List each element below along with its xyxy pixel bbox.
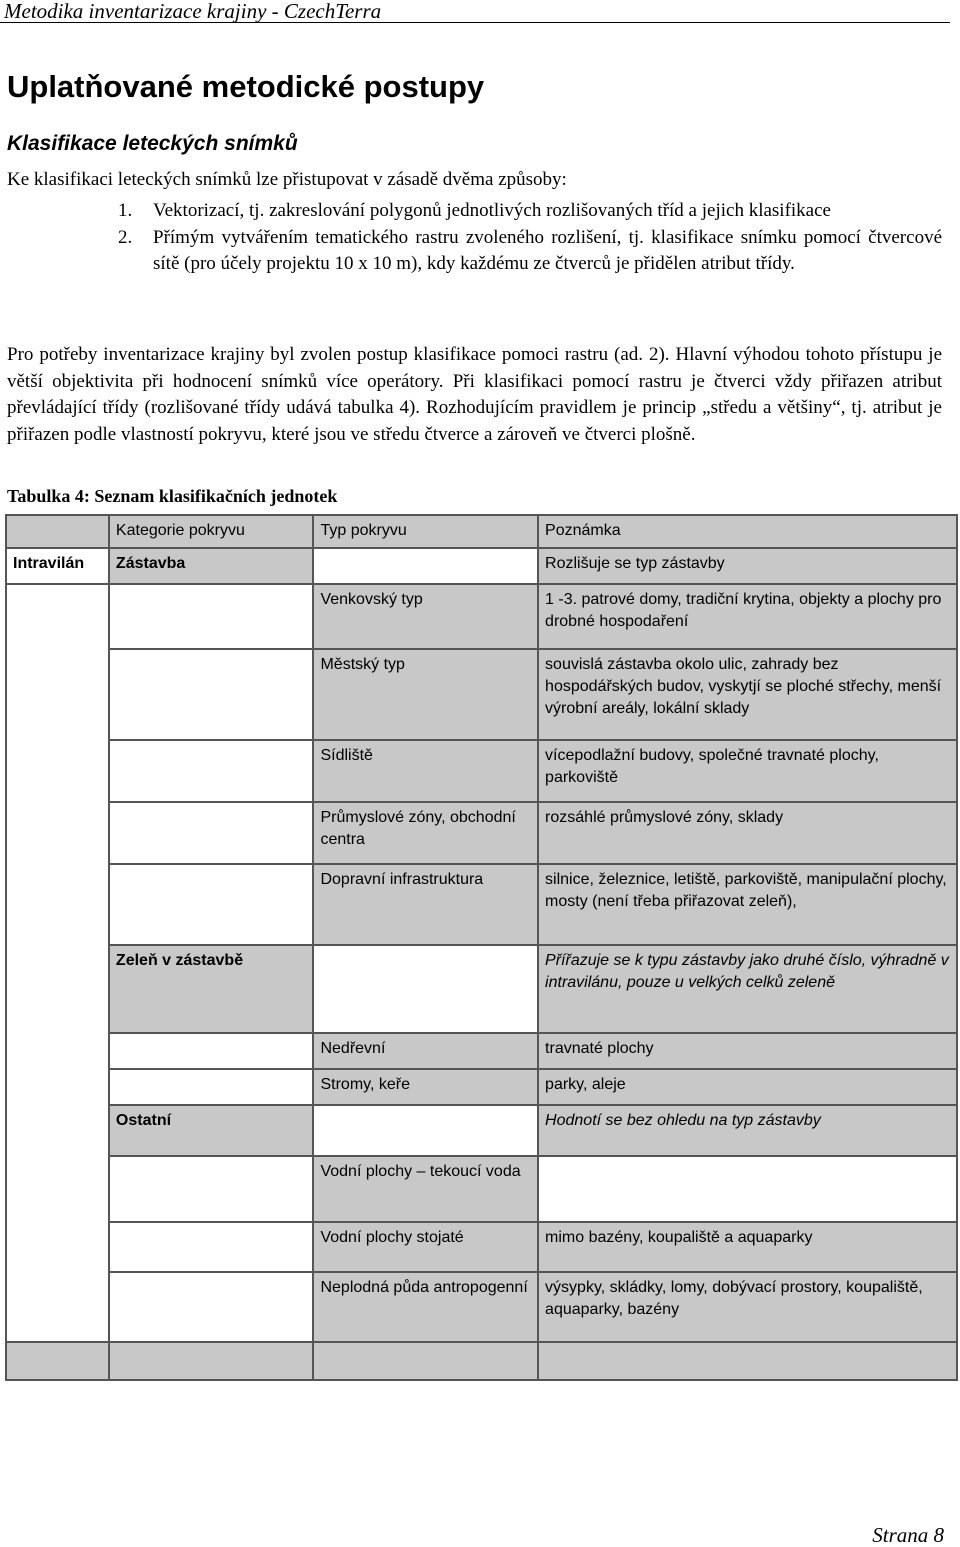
table-header-cell: Poznámka	[538, 515, 957, 548]
table-cell: Zástavba	[109, 548, 314, 584]
table-row	[6, 1342, 957, 1380]
table-cell	[109, 1222, 314, 1272]
table-cell: travnaté plochy	[538, 1033, 957, 1069]
table-header-row	[6, 515, 957, 548]
table-cell: Sídliště	[313, 740, 538, 802]
section-subtitle: Klasifikace leteckých snímků	[7, 132, 298, 155]
intro-paragraph: Ke klasifikaci leteckých snímků lze přistupovat v zásadě dvěma způsoby:	[7, 169, 567, 190]
table-cell: souvislá zástavba okolo ulic, zahrady bez hospodářských budov, vyskytjí se ploché střechy, menší výrobní areály, lokální sklady	[538, 649, 957, 740]
table-cell	[313, 1105, 538, 1156]
table-cell	[109, 802, 314, 864]
table-row	[6, 584, 957, 649]
table-row	[6, 802, 957, 864]
table-cell	[109, 1342, 314, 1380]
table-cell: parky, aleje	[538, 1069, 957, 1105]
table-cell: Zeleň v zástavbě	[109, 945, 314, 1033]
list-number: 1.	[118, 200, 133, 221]
table-header-cell: Typ pokryvu	[313, 515, 538, 548]
table-cell: Stromy, keře	[313, 1069, 538, 1105]
table-row	[6, 548, 957, 584]
table-cell: Vodní plochy stojaté	[313, 1222, 538, 1272]
table-cell	[313, 945, 538, 1033]
table-header-cell	[6, 515, 109, 548]
table-row	[6, 740, 957, 802]
method-list	[0, 198, 942, 278]
table-cell	[109, 649, 314, 740]
table-cell: mimo bazény, koupaliště a aquaparky	[538, 1222, 957, 1272]
table-cell: rozsáhlé průmyslové zóny, sklady	[538, 802, 957, 864]
table-cell: silnice, železnice, letiště, parkoviště, manipulační plochy, mosty (není třeba přiřazovat zeleň),	[538, 864, 957, 945]
list-text: Vektorizací, tj. zakreslování polygonů jednotlivých rozlišovaných tříd a jejich klasifikace	[153, 200, 831, 221]
list-item	[0, 198, 942, 225]
table-cell: Vodní plochy – tekoucí voda	[313, 1156, 538, 1222]
table-cell	[109, 1033, 314, 1069]
table-cell	[6, 584, 109, 1342]
section-title: Uplatňované metodické postupy	[7, 69, 485, 104]
table-cell	[6, 1342, 109, 1380]
table-cell: Městský typ	[313, 649, 538, 740]
table-row	[6, 1069, 957, 1105]
table-cell: Přířazuje se k typu zástavby jako druhé číslo, výhradně v intravilánu, pouze u velkých celků zeleně	[538, 945, 957, 1033]
table-cell: Hodnotí se bez ohledu na typ zástavby	[538, 1105, 957, 1156]
table-cell: výsypky, skládky, lomy, dobývací prostory, koupaliště, aquaparky, bazény	[538, 1272, 957, 1342]
table-cell	[313, 548, 538, 584]
table-cell	[109, 1156, 314, 1222]
list-item	[0, 225, 942, 278]
table-cell: Dopravní infrastruktura	[313, 864, 538, 945]
table-cell	[109, 1272, 314, 1342]
table-cell	[109, 584, 314, 649]
table-cell	[109, 740, 314, 802]
table-cell	[313, 1342, 538, 1380]
table-cell: Intravilán	[6, 548, 109, 584]
table-row	[6, 649, 957, 740]
table-cell: Neplodná půda antropogenní	[313, 1272, 538, 1342]
table-row	[6, 1222, 957, 1272]
list-text: Přímým vytvářením tematického rastru zvoleného rozlišení, tj. klasifikace snímku pomocí čtvercové sítě (pro účely projektu 10 x 10 m), kdy každému ze čtverců je přidělen atribut třídy.	[153, 226, 942, 274]
table-cell: 1 -3. patrové domy, tradiční krytina, objekty a plochy pro drobné hospodaření	[538, 584, 957, 649]
table-cell: Rozlišuje se typ zástavby	[538, 548, 957, 584]
table-cell	[109, 864, 314, 945]
table-caption: Tabulka 4: Seznam klasifikačních jednotek	[7, 486, 338, 506]
table-cell: vícepodlažní budovy, společné travnaté plochy, parkoviště	[538, 740, 957, 802]
table-cell	[538, 1342, 957, 1380]
table-row	[6, 1033, 957, 1069]
table-cell	[109, 1069, 314, 1105]
table-cell: Průmyslové zóny, obchodní centra	[313, 802, 538, 864]
table-row	[6, 1272, 957, 1342]
table-row	[6, 1156, 957, 1222]
body-paragraph: Pro potřeby inventarizace krajiny byl zvolen postup klasifikace pomoci rastru (ad. 2). Hlavní výhodou tohoto přístupu je větší objektivita při hodnocení snímků více operátory. Při klasifikaci pomocí rastru je čtverci vždy přiřazen atribut převládající třídy (rozlišované třídy udává tabulka 4). Rozhodujícím pravidlem je princip „středu a většiny“, tj. atribut je přiřazen podle vlastností pokryvu, které jsou ve středu čtverce a zároveň ve čtverci plošně.	[7, 344, 942, 445]
table-row	[6, 1105, 957, 1156]
table-cell: Ostatní	[109, 1105, 314, 1156]
table-cell: Venkovský typ	[313, 584, 538, 649]
list-number: 2.	[118, 226, 133, 248]
table-row	[6, 864, 957, 945]
table-header-cell: Kategorie pokryvu	[109, 515, 314, 548]
classification-table	[5, 514, 958, 1381]
running-header: Metodika inventarizace krajiny - CzechTerra	[0, 0, 950, 23]
table-cell: Nedřevní	[313, 1033, 538, 1069]
table-cell	[538, 1156, 957, 1222]
table-row	[6, 945, 957, 1033]
page-number: Strana 8	[872, 1523, 944, 1547]
